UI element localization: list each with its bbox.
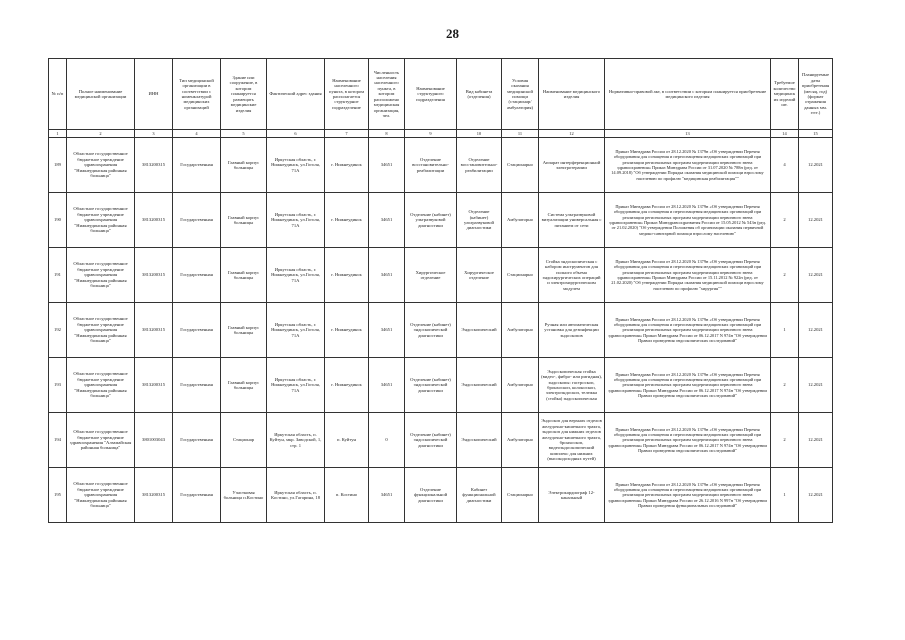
column-number: 15 <box>799 130 833 138</box>
cabinet-type: Эндоскопический <box>457 303 502 358</box>
inn: 3813200315 <box>135 358 173 413</box>
population: 34651 <box>369 248 405 303</box>
page-number: 28 <box>446 26 459 41</box>
org-type: Государственная <box>173 303 221 358</box>
column-number: 1 <box>49 130 67 138</box>
purchase-date: 12.2021 <box>799 358 833 413</box>
org-name: Областное государственное бюджетное учреждение здравоохранения "Нижнеудинская районная больница" <box>67 468 135 523</box>
building: Главный корпус больницы <box>221 248 267 303</box>
settlement: п. Куйтун <box>325 413 369 468</box>
population: 34651 <box>369 358 405 413</box>
quantity: 4 <box>771 138 799 193</box>
org-type: Государственная <box>173 358 221 413</box>
quantity: 2 <box>771 413 799 468</box>
table-row <box>49 138 833 193</box>
org-name: Областное государственное бюджетное учреждение здравоохранения "Нижнеудинская районная больница" <box>67 138 135 193</box>
purchase-date: 12.2021 <box>799 303 833 358</box>
device-name: Эндоскопическая стойка (видео-, фибро- или ригидная), эндоскопы: гастроскоп, бронхоскоп, колоноскоп, электроэндоскоп, тележка (стойка) эндоскопическая <box>539 358 605 413</box>
column-header: Требуемое количество медицинских изделий шт. <box>771 59 799 130</box>
care-conditions: Амбулаторно <box>502 303 539 358</box>
org-name: Областное государственное бюджетное учреждение здравоохранения "Нижнеудинская районная больница" <box>67 248 135 303</box>
column-number: 10 <box>457 130 502 138</box>
settlement: г. Нижнеудинск <box>325 303 369 358</box>
cabinet-type: Эндоскопический <box>457 358 502 413</box>
header-row <box>49 59 833 130</box>
building: Участковая больница п.Костино <box>221 468 267 523</box>
row-number: 193 <box>49 358 67 413</box>
row-number: 194 <box>49 413 67 468</box>
column-header: Численность населения населенного пункта, в котором расположено медицинская организация, чел. <box>369 59 405 130</box>
inn: 3813200315 <box>135 248 173 303</box>
column-number: 5 <box>221 130 267 138</box>
org-type: Государственная <box>173 248 221 303</box>
unit-name: Отделение функциональной диагностики <box>405 468 457 523</box>
address: Иркутская область, г. Нижнеудинск, ул.Гоголя, 71А <box>267 358 325 413</box>
legal-act: Приказ Минздрава России от 28.12.2020 № 1379н «Об утверждении Перечня оборудования для оснащения и переоснащения медицинских организаций при реализации региональных программ модернизации первичного звена здравоохранения» Приказ Минздрава России от 06.12.2017 N 974н "Об утверждении Правил проведения эндоскопических исследований" <box>605 413 771 468</box>
column-number: 12 <box>539 130 605 138</box>
care-conditions: Амбулаторно <box>502 193 539 248</box>
column-number: 13 <box>605 130 771 138</box>
column-number: 8 <box>369 130 405 138</box>
quantity: 2 <box>771 358 799 413</box>
equipment-register-table <box>48 58 833 523</box>
care-conditions: Амбулаторно <box>502 413 539 468</box>
column-number: 3 <box>135 130 173 138</box>
legal-act: Приказ Минздрава России от 28.12.2020 № 1379н «Об утверждении Перечня оборудования для оснащения и переоснащения медицинских организаций при реализации региональных программ модернизации первичного звена здравоохранения» Приказ Минздрава России от 15.11.2012 № 922н (ред. от 21.02.2020) "Об утверждении Порядка оказания медицинской помощи взрослому населению по профилю "хирургия"" <box>605 248 771 303</box>
device-name: Стойка эндоскопическая с набором инструментов для полного объема эндохирургических операций и электрохирургическим модулем <box>539 248 605 303</box>
cabinet-type: Эндоскопический <box>457 413 502 468</box>
settlement: п. Костино <box>325 468 369 523</box>
device-name: Электрокардиограф 12-канальный <box>539 468 605 523</box>
column-header: Наименование медицинского изделия <box>539 59 605 130</box>
table-row <box>49 468 833 523</box>
table-row <box>49 358 833 413</box>
device-name: Эндоскоп для верхних отделов желудочно-кишечного тракта, эндоскоп для нижних отделов желудочно-кишечного тракта, бронхоскоп, видеоэндоскопический комплекс для нижних (высокодоходных путей) <box>539 413 605 468</box>
column-number: 11 <box>502 130 539 138</box>
org-type: Государственная <box>173 413 221 468</box>
care-conditions: Стационарно <box>502 248 539 303</box>
settlement: г. Нижнеудинск <box>325 193 369 248</box>
table-row <box>49 413 833 468</box>
quantity: 2 <box>771 193 799 248</box>
column-header: Условия оказания медицинской помощи (стационар/амбулатория) <box>502 59 539 130</box>
address: Иркутская область, г. Нижнеудинск, ул.Гоголя, 71А <box>267 248 325 303</box>
table-row <box>49 193 833 248</box>
unit-name: Отделение (кабинет) эндоскопической диагностики <box>405 413 457 468</box>
inn: 3813200315 <box>135 138 173 193</box>
unit-name: Отделение (кабинет) эндоскопической диагностики <box>405 358 457 413</box>
unit-name: Хирургическое отделение <box>405 248 457 303</box>
device-name: Система ультразвуковой визуализации универсальная с питанием от сети <box>539 193 605 248</box>
org-name: Областное государственное бюджетное учреждение здравоохранения "Нижнеудинская районная больница" <box>67 303 135 358</box>
quantity: 1 <box>771 468 799 523</box>
inn: 3813200315 <box>135 468 173 523</box>
unit-name: Отделение восстановительно-реабилитации <box>405 138 457 193</box>
population: 34651 <box>369 138 405 193</box>
column-number-row <box>49 130 833 138</box>
address: Иркутская область, п. Костино, ул.Гагарина, 18 <box>267 468 325 523</box>
population: 34651 <box>369 303 405 358</box>
settlement: г. Нижнеудинск <box>325 138 369 193</box>
building: Главный корпус больницы <box>221 138 267 193</box>
device-name: Ручная или автоматическая установка для дезинфекции эндоскопов <box>539 303 605 358</box>
column-number: 14 <box>771 130 799 138</box>
settlement: г. Нижнеудинск <box>325 358 369 413</box>
building: Главный корпус больницы <box>221 358 267 413</box>
column-header: Нормативно-правовой акт, в соответствии с которым планируется приобретение медицинского изделия <box>605 59 771 130</box>
inn: 3813200315 <box>135 193 173 248</box>
table-row <box>49 248 833 303</box>
row-number: 192 <box>49 303 67 358</box>
legal-act: Приказ Минздрава России от 28.12.2020 № 1379н «Об утверждении Перечня оборудования для оснащения и переоснащения медицинских организаций при реализации региональных программ модернизации первичного звена здравоохранения» Приказ Минздрава России от 06.12.2017 N 974н "Об утверждении Правил проведения эндоскопических исследований" <box>605 358 771 413</box>
building: Стационар <box>221 413 267 468</box>
building: Главный корпус больницы <box>221 303 267 358</box>
org-type: Государственная <box>173 468 221 523</box>
column-header: Тип медицинской организации в соответствии с номенклатурой медицинских организаций <box>173 59 221 130</box>
row-number: 190 <box>49 193 67 248</box>
legal-act: Приказ Минздрава России от 28.12.2020 № 1379н «Об утверждении Перечня оборудования для оснащения и переоснащения медицинских организаций при реализации региональных программ модернизации первичного звена здравоохранения» Приказ Минздрава России от 26.12.2016 N 997н "Об утверждении Правил проведения функциональных исследований" <box>605 468 771 523</box>
purchase-date: 12.2021 <box>799 138 833 193</box>
org-name: Областное государственное бюджетное учреждение здравоохранения "Алзамайская районная больница" <box>67 413 135 468</box>
legal-act: Приказ Минздрава России от 28.12.2020 № 1379н «Об утверждении Перечня оборудования для оснащения и переоснащения медицинских организаций при реализации региональных программ модернизации первичного звена здравоохранения» Приказ Минздрава России от 31.07.2020 № 788н (ред. от 14.09.2018) "Об утверждении Порядка оказания медицинской помощи взрослому населению по профилю "медицинская реабилитация"" <box>605 138 771 193</box>
row-number: 195 <box>49 468 67 523</box>
purchase-date: 12.2021 <box>799 468 833 523</box>
inn: 3813200315 <box>135 303 173 358</box>
table-row <box>49 303 833 358</box>
column-header: № п/п <box>49 59 67 130</box>
row-number: 189 <box>49 138 67 193</box>
address: Иркутская область, г. Нижнеудинск, ул.Гоголя, 71А <box>267 303 325 358</box>
column-header: ИНН <box>135 59 173 130</box>
column-number: 7 <box>325 130 369 138</box>
address: Иркутская область, г. Нижнеудинск, ул.Гоголя, 71А <box>267 193 325 248</box>
purchase-date: 12.2021 <box>799 193 833 248</box>
population: 34651 <box>369 468 405 523</box>
device-name: Аппарат интерференционной электротерапии <box>539 138 605 193</box>
column-header: Полное наименование медицинской организации <box>67 59 135 130</box>
population: 34651 <box>369 193 405 248</box>
column-header: Планируемые даты приобретения (месяц, год) (формат отражения данных мм. гггг.) <box>799 59 833 130</box>
quantity: 1 <box>771 303 799 358</box>
care-conditions: Стационарно <box>502 138 539 193</box>
column-header: Наименование структурного подразделения <box>405 59 457 130</box>
inn: 3801003043 <box>135 413 173 468</box>
building: Главный корпус больницы <box>221 193 267 248</box>
column-header: Здание или сооружение, в котором планируется размещать медицинские изделия <box>221 59 267 130</box>
legal-act: Приказ Минздрава России от 28.12.2020 № 1379н «Об утверждении Перечня оборудования для оснащения и переоснащения медицинских организаций при реализации региональных программ модернизации первичного звена здравоохранения» Приказ Минздравсоцразвития России от 15.05.2012 № 543н (ред. от 21.02.2020) "Об утверждении Положения об организации оказания первичной медико-санитарной помощи взрослому населению" <box>605 193 771 248</box>
org-type: Государственная <box>173 138 221 193</box>
column-number: 2 <box>67 130 135 138</box>
purchase-date: 12.2021 <box>799 248 833 303</box>
care-conditions: Амбулаторно <box>502 358 539 413</box>
purchase-date: 12.2021 <box>799 413 833 468</box>
org-type: Государственная <box>173 193 221 248</box>
address: Иркутская область, п. Куйтун, мкр. Заводской, 1, стр. 1 <box>267 413 325 468</box>
column-number: 6 <box>267 130 325 138</box>
unit-name: Отделение (кабинет) эндоскопической диагностики <box>405 303 457 358</box>
quantity: 2 <box>771 248 799 303</box>
column-header: Наименование населенного пункта, в котором располагается структурное подразделение <box>325 59 369 130</box>
cabinet-type: Отделение (кабинет) ультразвуковой диагностики <box>457 193 502 248</box>
cabinet-type: Хирургическое отделение <box>457 248 502 303</box>
settlement: г. Нижнеудинск <box>325 248 369 303</box>
legal-act: Приказ Минздрава России от 28.12.2020 № 1379н «Об утверждении Перечня оборудования для оснащения и переоснащения медицинских организаций при реализации региональных программ модернизации первичного звена здравоохранения» Приказ Минздрава России от 06.12.2017 N 974н "Об утверждении Правил проведения эндоскопических исследований" <box>605 303 771 358</box>
care-conditions: Стационарно <box>502 468 539 523</box>
org-name: Областное государственное бюджетное учреждение здравоохранения "Нижнеудинская районная больница" <box>67 193 135 248</box>
column-number: 9 <box>405 130 457 138</box>
column-number: 4 <box>173 130 221 138</box>
cabinet-type: Отделение восстановительно-реабилитации <box>457 138 502 193</box>
unit-name: Отделение (кабинет) ультразвуковой диагностики <box>405 193 457 248</box>
population: 0 <box>369 413 405 468</box>
org-name: Областное государственное бюджетное учреждение здравоохранения "Нижнеудинская районная больница" <box>67 358 135 413</box>
column-header: Вид кабинета (отделения) <box>457 59 502 130</box>
column-header: Фактический адрес здания <box>267 59 325 130</box>
cabinet-type: Кабинет функциональной диагностики <box>457 468 502 523</box>
address: Иркутская область, г. Нижнеудинск, ул.Гоголя, 71А <box>267 138 325 193</box>
row-number: 191 <box>49 248 67 303</box>
